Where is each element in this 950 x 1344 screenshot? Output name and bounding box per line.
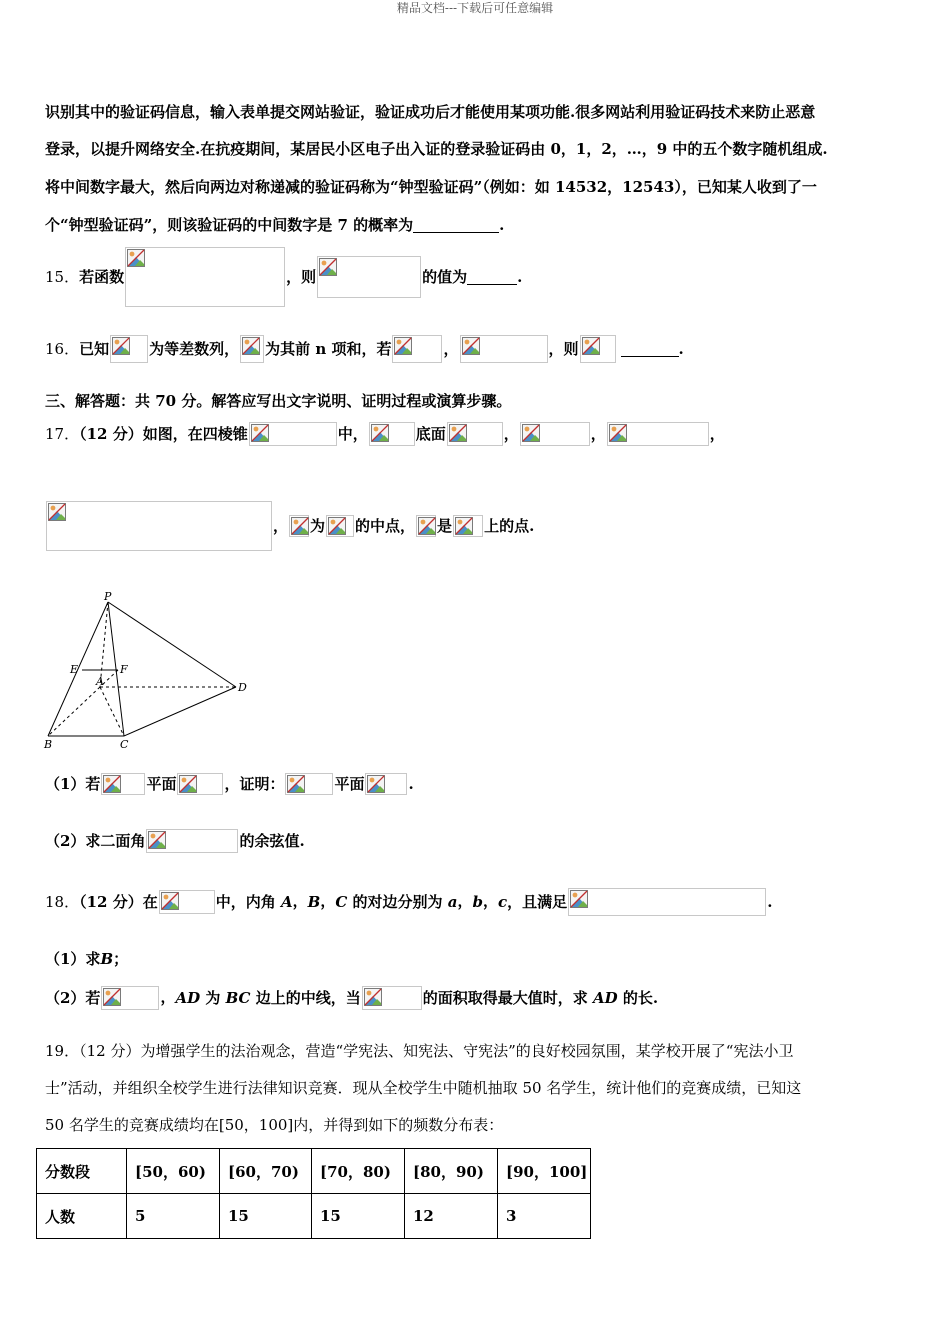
broken-image-icon	[102, 774, 122, 794]
table-cell: [80，90)	[405, 1149, 498, 1194]
table-cell: 15	[312, 1194, 405, 1239]
question-17-part-1: （1）若 平面 ，证明： 平面 .	[45, 775, 414, 793]
formula-image	[362, 986, 422, 1010]
formula-image	[289, 515, 309, 537]
broken-image-icon	[102, 987, 122, 1007]
intro-line-4: 个“钟型验证码”，则该验证码的中间数字是 7 的概率为 .	[45, 216, 505, 234]
vertex-label-b: B	[44, 738, 53, 751]
formula-image	[159, 890, 215, 914]
broken-image-icon	[448, 423, 468, 443]
broken-image-icon	[370, 423, 390, 443]
broken-image-icon	[569, 889, 589, 909]
question-18: 18．（12 分）在 中，内角 A，B，C 的对边分别为 a，b，c，且满足 .	[45, 886, 772, 917]
broken-image-icon	[461, 336, 481, 356]
vertex-label-d: D	[238, 681, 247, 694]
question-19-line-1: 19．（12 分）为增强学生的法治观念，营造“学宪法、知宪法、守宪法”的良好校园氛围，某学校开展了“宪法小卫	[45, 1042, 794, 1060]
question-18-part-1: （1）求B；	[45, 950, 129, 968]
question-17-line-1: 17．（12 分）如图，在四棱锥 中， 底面 ， ， ，	[45, 413, 725, 454]
answer-blank	[413, 218, 499, 233]
formula-image	[46, 501, 272, 551]
broken-image-icon	[290, 516, 310, 536]
question-17-line-2: ， 为 的中点， 是 上的点.	[45, 500, 534, 551]
intro-line-2: 登录，以提升网络安全.在抗疫期间，某居民小区电子出入证的登录验证码由 0，1，2，…，9 中的五个数字随机组成.	[45, 140, 828, 158]
table-cell: 3	[498, 1194, 591, 1239]
formula-image	[146, 829, 238, 853]
broken-image-icon	[417, 516, 437, 536]
formula-image	[101, 986, 159, 1010]
broken-image-icon	[318, 257, 338, 277]
broken-image-icon	[47, 502, 67, 522]
intro-line-1: 识别其中的验证码信息，输入表单提交网站验证，验证成功后才能使用某项功能.很多网站利用验证码技术来防止恶意	[45, 103, 816, 121]
pyramid-figure	[38, 590, 258, 760]
question-19-line-3: 50 名学生的竞赛成绩均在[50，100]内，并得到如下的频数分布表：	[45, 1116, 504, 1134]
table-cell: [70，80)	[312, 1149, 405, 1194]
broken-image-icon	[521, 423, 541, 443]
table-cell: 5	[127, 1194, 220, 1239]
formula-image	[125, 247, 285, 307]
formula-image	[249, 422, 337, 446]
question-17-part-2: （2）求二面角 的余弦值.	[45, 826, 305, 855]
table-cell: 12	[405, 1194, 498, 1239]
broken-image-icon	[160, 891, 180, 911]
formula-image	[240, 335, 264, 363]
vertex-label-p: P	[104, 590, 112, 603]
formula-image	[369, 422, 415, 446]
broken-image-icon	[286, 774, 306, 794]
formula-image	[568, 888, 766, 916]
vertex-label-e: E	[70, 663, 79, 676]
table-cell: [50，60)	[127, 1149, 220, 1194]
table-row	[37, 1194, 591, 1239]
formula-image	[607, 422, 709, 446]
broken-image-icon	[327, 516, 347, 536]
intro-line-3: 将中间数字最大，然后向两边对称递减的验证码称为“钟型验证码”（例如：如 14532，12543），已知某人收到了一	[45, 178, 817, 196]
formula-image	[416, 515, 436, 537]
formula-image	[177, 773, 223, 795]
table-cell: 15	[220, 1194, 312, 1239]
formula-image	[365, 773, 407, 795]
table-header-row	[37, 1149, 591, 1194]
question-18-part-2: （2）若 ，AD 为 BC 边上的中线，当 的面积取得最大值时，求 AD 的长.	[45, 982, 658, 1013]
formula-image	[453, 515, 483, 537]
broken-image-icon	[178, 774, 198, 794]
formula-image	[460, 335, 548, 363]
formula-image	[520, 422, 590, 446]
broken-image-icon	[111, 336, 131, 356]
section-heading: 三、解答题：共 70 分。解答应写出文字说明、证明过程或演算步骤。	[45, 392, 512, 410]
answer-blank	[621, 342, 679, 357]
broken-image-icon	[147, 830, 167, 850]
formula-image	[447, 422, 503, 446]
broken-image-icon	[126, 248, 146, 268]
broken-image-icon	[581, 336, 601, 356]
vertex-label-a: A	[96, 675, 104, 688]
broken-image-icon	[608, 423, 628, 443]
formula-image	[580, 335, 616, 363]
formula-image	[285, 773, 333, 795]
broken-image-icon	[363, 987, 383, 1007]
table-cell: [90，100]	[498, 1149, 591, 1194]
broken-image-icon	[366, 774, 386, 794]
vertex-label-f: F	[120, 663, 128, 676]
formula-image	[110, 335, 148, 363]
answer-blank	[467, 270, 517, 285]
table-cell: 分数段	[37, 1149, 127, 1194]
broken-image-icon	[250, 423, 270, 443]
question-16: 16．已知 为等差数列， 为其前 n 项和，若 ， ，则 .	[45, 328, 684, 369]
formula-image	[317, 256, 421, 298]
formula-image	[326, 515, 354, 537]
vertex-label-c: C	[120, 738, 129, 751]
question-15: 15．若函数 ，则 的值为 .	[45, 246, 522, 307]
broken-image-icon	[241, 336, 261, 356]
broken-image-icon	[393, 336, 413, 356]
table-cell: [60，70)	[220, 1149, 312, 1194]
question-19-line-2: 士”活动，并组织全校学生进行法律知识竞赛．现从全校学生中随机抽取 50 名学生，统计他们的竞赛成绩，已知这	[45, 1079, 802, 1097]
page-header: 精品文档---下载后可任意编辑	[396, 1, 554, 15]
table-cell: 人数	[37, 1194, 127, 1239]
frequency-table	[36, 1148, 591, 1239]
formula-image	[392, 335, 442, 363]
broken-image-icon	[454, 516, 474, 536]
formula-image	[101, 773, 145, 795]
